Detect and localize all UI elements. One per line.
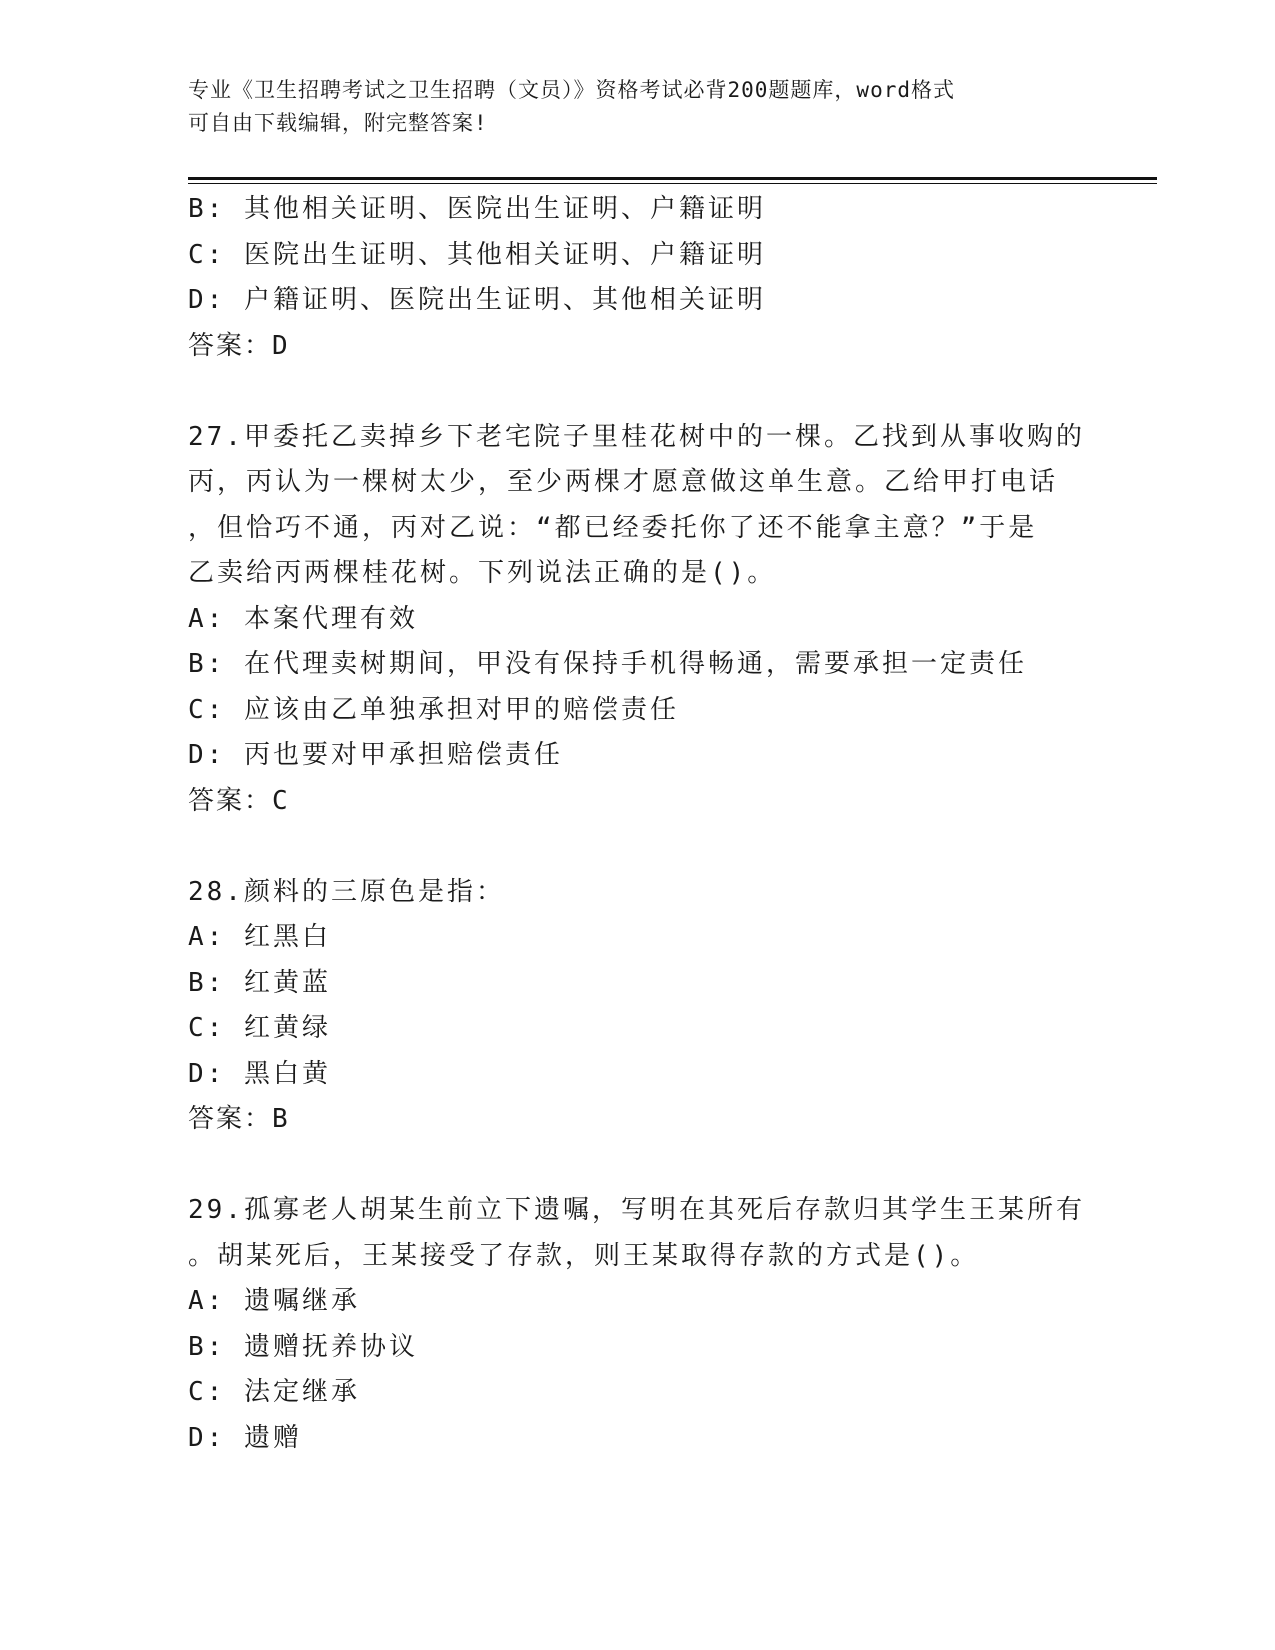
question-line: 。胡某死后，王某接受了存款，则王某取得存款的方式是()。 bbox=[188, 1240, 980, 1271]
question-line: C: 法定继承 bbox=[188, 1377, 360, 1407]
question-line: C: 应该由乙单独承担对甲的赔偿责任 bbox=[188, 694, 679, 725]
question-line: ，但恰巧不通，丙对乙说：“都已经委托你了还不能拿主意？”于是 bbox=[188, 512, 1038, 543]
question-line: D: 丙也要对甲承担赔偿责任 bbox=[188, 740, 563, 770]
block-spacer bbox=[188, 369, 1088, 415]
question-line: 28.颜料的三原色是指： bbox=[188, 876, 505, 907]
question-line: 乙卖给丙两棵桂花树。下列说法正确的是()。 bbox=[188, 558, 777, 588]
question-line: C: 红黄绿 bbox=[188, 1013, 331, 1043]
header-rule-thin bbox=[188, 183, 1157, 184]
page-header bbox=[188, 74, 1088, 140]
question-line: D: 户籍证明、医院出生证明、其他相关证明 bbox=[188, 285, 766, 315]
question-line: C: 医院出生证明、其他相关证明、户籍证明 bbox=[188, 239, 766, 270]
question-line: B: 其他相关证明、医院出生证明、户籍证明 bbox=[188, 194, 766, 224]
block-spacer bbox=[188, 1143, 1088, 1189]
question-line: B: 遗赠抚养协议 bbox=[188, 1331, 418, 1362]
answer-line: 答案：D bbox=[188, 330, 290, 361]
question-block bbox=[188, 187, 1088, 369]
question-line: A: 本案代理有效 bbox=[188, 603, 418, 634]
question-line: A: 红黑白 bbox=[188, 922, 331, 952]
question-line: 丙，丙认为一棵树太少，至少两棵才愿意做这单生意。乙给甲打电话 bbox=[188, 467, 1059, 497]
answer-line: 答案：C bbox=[188, 785, 290, 816]
header-rule-thick bbox=[188, 177, 1157, 180]
question-line: D: 遗赠 bbox=[188, 1422, 302, 1453]
question-line: D: 黑白黄 bbox=[188, 1058, 331, 1089]
question-content bbox=[188, 187, 1088, 1461]
header-line-1: 专业《卫生招聘考试之卫生招聘（文员）》资格考试必背200题题库，word格式 bbox=[188, 78, 955, 102]
question-line: 27.甲委托乙卖掉乡下老宅院子里桂花树中的一棵。乙找到从事收购的 bbox=[188, 421, 1085, 452]
question-block bbox=[188, 415, 1088, 825]
question-block bbox=[188, 870, 1088, 1143]
answer-line: 答案：B bbox=[188, 1104, 290, 1134]
question-line: 29.孤寡老人胡某生前立下遗嘱，写明在其死后存款归其学生王某所有 bbox=[188, 1195, 1085, 1225]
question-line: B: 在代理卖树期间，甲没有保持手机得畅通，需要承担一定责任 bbox=[188, 649, 1027, 679]
block-spacer bbox=[188, 824, 1088, 870]
header-line-2: 可自由下载编辑，附完整答案! bbox=[188, 111, 488, 135]
question-line: A: 遗嘱继承 bbox=[188, 1286, 360, 1316]
question-line: B: 红黄蓝 bbox=[188, 967, 331, 998]
question-block bbox=[188, 1188, 1088, 1461]
